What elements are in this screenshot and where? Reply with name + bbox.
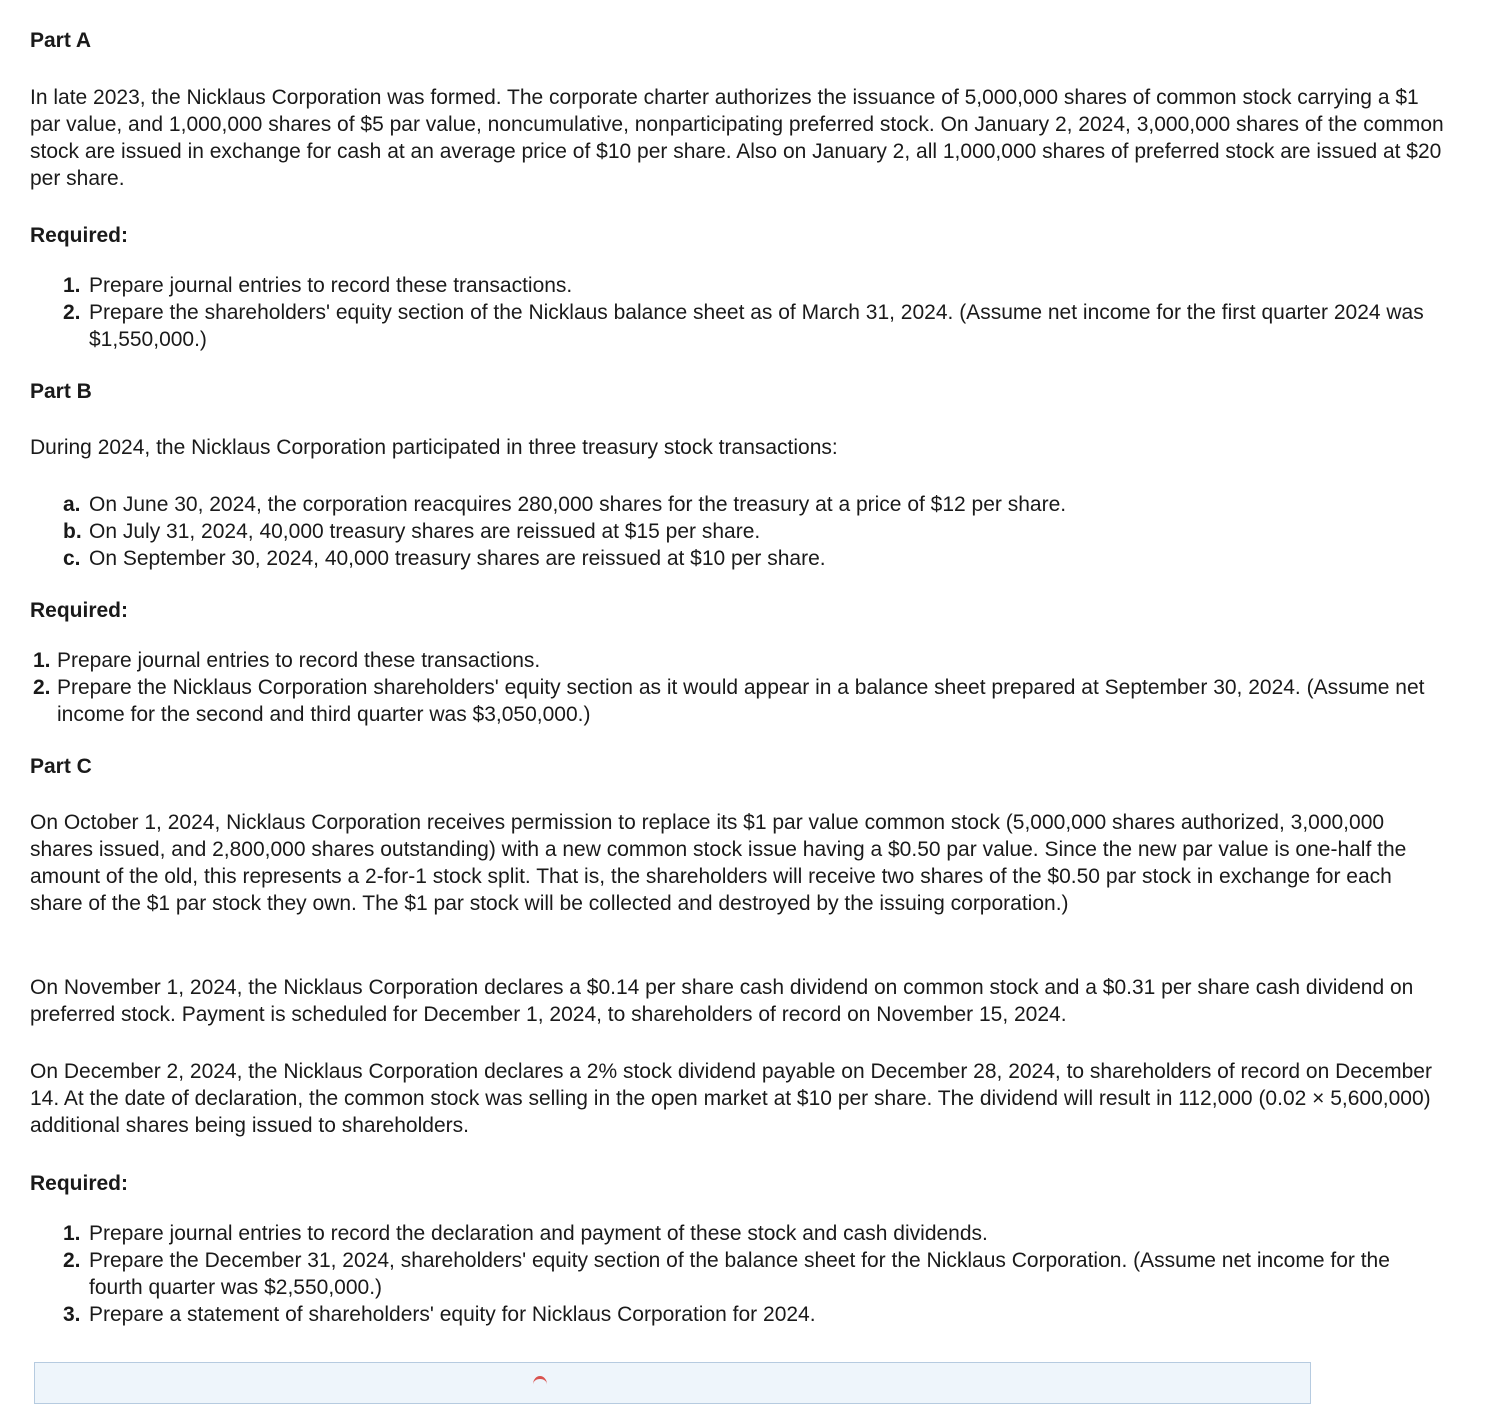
list-item-text: Prepare the Nicklaus Corporation shareholders' equity section as it would appear in a balance sheet prepared at September 30, 2024. (Assume net income for the second and third quarter was $3,050,000.) (57, 676, 1425, 726)
list-marker: a. (63, 493, 81, 516)
part-b-transactions-list (30, 491, 1430, 572)
list-marker: c. (63, 547, 81, 570)
answer-panel (34, 1362, 1311, 1404)
part-a-heading: Part A (30, 29, 92, 52)
part-c-required-label: Required: (30, 1172, 129, 1195)
list-marker: 2. (63, 301, 81, 324)
list-item (30, 1220, 1430, 1247)
part-c-paragraph-3: On December 2, 2024, the Nicklaus Corporation declares a 2% stock dividend payable on December 28, 2024, to shareholders of record on December 14. At the date of declaration, the common stock was selling in the open market at $10 per share. The dividend will result in 112,000 (0.02 × 5,600,000) additional shares being issued to shareholders. (30, 1060, 1432, 1137)
list-item-text: Prepare a statement of shareholders' equity for Nicklaus Corporation for 2024. (89, 1303, 816, 1326)
part-b-heading: Part B (30, 380, 92, 403)
part-c-required-list (30, 1220, 1430, 1328)
list-item (30, 1247, 1430, 1301)
alert-icon (533, 1376, 547, 1393)
list-item-text: Prepare the December 31, 2024, shareholders' equity section of the balance sheet for the Nicklaus Corporation. (Assume net income for the fourth quarter was $2,550,000.) (89, 1249, 1390, 1299)
list-item (30, 647, 1430, 674)
list-item-text: Prepare journal entries to record these transactions. (57, 649, 541, 672)
list-item (30, 545, 1430, 572)
list-marker: 1. (63, 274, 81, 297)
part-a-intro: In late 2023, the Nicklaus Corporation was formed. The corporate charter authorizes the issuance of 5,000,000 shares of common stock carrying a $1 par value, and 1,000,000 shares of $5 par value, noncumulative, nonparticipating preferred stock. On January 2, 2024, 3,000,000 shares of the common stock are issued in exchange for cash at an average price of $10 per share. Also on January 2, all 1,000,000 shares of preferred stock are issued at $20 per share. (30, 86, 1444, 190)
part-a-required-list (30, 272, 1430, 353)
part-b-required-label: Required: (30, 599, 129, 622)
list-item (30, 272, 1430, 299)
list-item-text: Prepare journal entries to record the declaration and payment of these stock and cash dividends. (89, 1222, 988, 1245)
list-item (30, 491, 1430, 518)
list-marker: b. (63, 520, 82, 543)
list-item-text: On June 30, 2024, the corporation reacquires 280,000 shares for the treasury at a price of $12 per share. (89, 493, 1067, 516)
list-item-text: Prepare journal entries to record these transactions. (89, 274, 573, 297)
part-b-intro: During 2024, the Nicklaus Corporation participated in three treasury stock transactions: (30, 436, 838, 459)
list-item-text: On September 30, 2024, 40,000 treasury shares are reissued at $10 per share. (89, 547, 826, 570)
part-b-required-list (30, 647, 1430, 728)
list-item (30, 299, 1430, 353)
list-marker: 2. (33, 676, 51, 699)
list-item (30, 518, 1430, 545)
part-a-required-label: Required: (30, 224, 129, 247)
part-c-paragraph-1: On October 1, 2024, Nicklaus Corporation receives permission to replace its $1 par value common stock (5,000,000 shares authorized, 3,000,000 shares issued, and 2,800,000 shares outstanding) with a new common stock issue having a $0.50 par value. Since the new par value is one-half the amount of the old, this represents a 2-for-1 stock split. That is, the shareholders will receive two shares of the $0.50 par stock in exchange for each share of the $1 par stock they own. The $1 par stock will be collected and destroyed by the issuing corporation.) (30, 811, 1407, 915)
list-item-text: On July 31, 2024, 40,000 treasury shares are reissued at $15 per share. (89, 520, 761, 543)
list-item (30, 1301, 1430, 1328)
list-marker: 2. (63, 1249, 81, 1272)
list-marker: 1. (63, 1222, 81, 1245)
list-item (30, 674, 1430, 728)
part-c-paragraph-2: On November 1, 2024, the Nicklaus Corporation declares a $0.14 per share cash dividend on common stock and a $0.31 per share cash dividend on preferred stock. Payment is scheduled for December 1, 2024, to shareholders of record on November 15, 2024. (30, 976, 1414, 1026)
list-item-text: Prepare the shareholders' equity section of the Nicklaus balance sheet as of March 31, 2024. (Assume net income for the first quarter 2024 was $1,550,000.) (89, 301, 1424, 351)
list-marker: 1. (33, 649, 51, 672)
list-marker: 3. (63, 1303, 81, 1326)
part-c-heading: Part C (30, 755, 92, 778)
